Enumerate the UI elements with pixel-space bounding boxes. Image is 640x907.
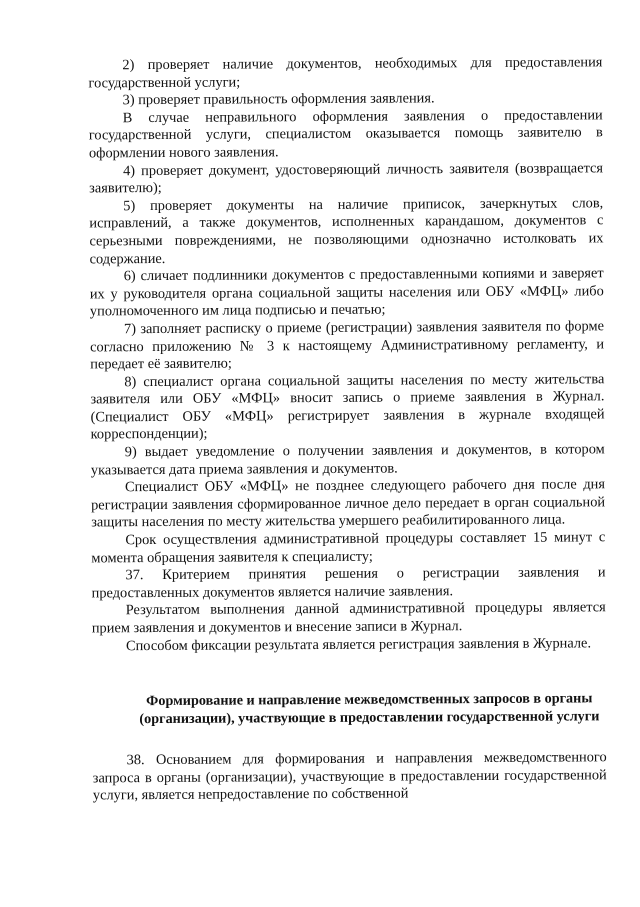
paragraph-item-6: 6) сличает подлинники документов с предоставленными копиями и заверяет их у руководителя органа социальной защиты населения или ОБУ «МФЦ» либо уполномоченного им лица подписью и печатью;	[89, 265, 604, 320]
paragraph-item-8: 8) специалист органа социальной защиты населения по месту жительства заявителя или ОБУ «МФЦ» вносит запись о приеме заявления в Журнал. (Специалист ОБУ «МФЦ» регистрирует заявления в журнале входящей корреспонденции);	[90, 370, 605, 443]
paragraph-item-37: 37. Критерием принятия решения о регистрации заявления и предоставленных документов является наличие заявления.	[91, 564, 606, 602]
paragraph-item-9: 9) выдает уведомление о получении заявления и документов, в котором указывается дата приема заявления и документов.	[90, 441, 605, 479]
paragraph-item-4: 4) проверяет документ, удостоверяющий личность заявителя (возвращается заявителю);	[89, 159, 604, 197]
paragraph-item-38: 38. Основанием для формирования и направления межведомственного запроса в органы (организации), участвующие в предоставлении государственной услуги, является непредоставление по собственной	[92, 749, 607, 804]
paragraph-fixation: Способом фиксации результата является регистрация заявления в Журнале.	[125, 634, 592, 654]
paragraph-item-2: 2) проверяет наличие документов, необходимых для предоставления государственной услуги;	[88, 54, 603, 92]
paragraph-item-3: 3) проверяет правильность оформления заявления.	[122, 90, 435, 109]
paragraph-item-7: 7) заполняет расписку о приеме (регистрации) заявления заявителя по форме согласно приложению № 3 к настоящему Административному регламенту, и передает её заявителю;	[90, 318, 605, 373]
paragraph-incorrect-form: В случае неправильного оформления заявления о предоставлении государственной услуги, специалистом оказывается помощь заявителю в оформлении нового заявления.	[88, 107, 603, 162]
paragraph-result: Результатом выполнения данной административной процедуры является прием заявления и документов и внесение записи в Журнал.	[91, 599, 606, 637]
paragraph-mfc-transfer: Специалист ОБУ «МФЦ» не позднее следующего рабочего дня после дня регистрации заявления сформированное личное дело передает в орган социальной защиты населения по месту жительства умершего реабилитированного лица.	[91, 476, 606, 531]
section-heading: Формирование и направление межведомственных запросов в органы (организации), участвующие в предоставлении государственной услуги	[139, 690, 600, 727]
paragraph-duration: Срок осуществления административной процедуры составляет 15 минут с момента обращения заявителя к специалисту;	[91, 529, 606, 567]
paragraph-item-5: 5) проверяет документы на наличие приписок, зачеркнутых слов, исправлений, а также документов, исполненных карандашом, документов с серьезными повреждениями, не позволяющими однозначно истолковать их содержание.	[89, 195, 604, 267]
